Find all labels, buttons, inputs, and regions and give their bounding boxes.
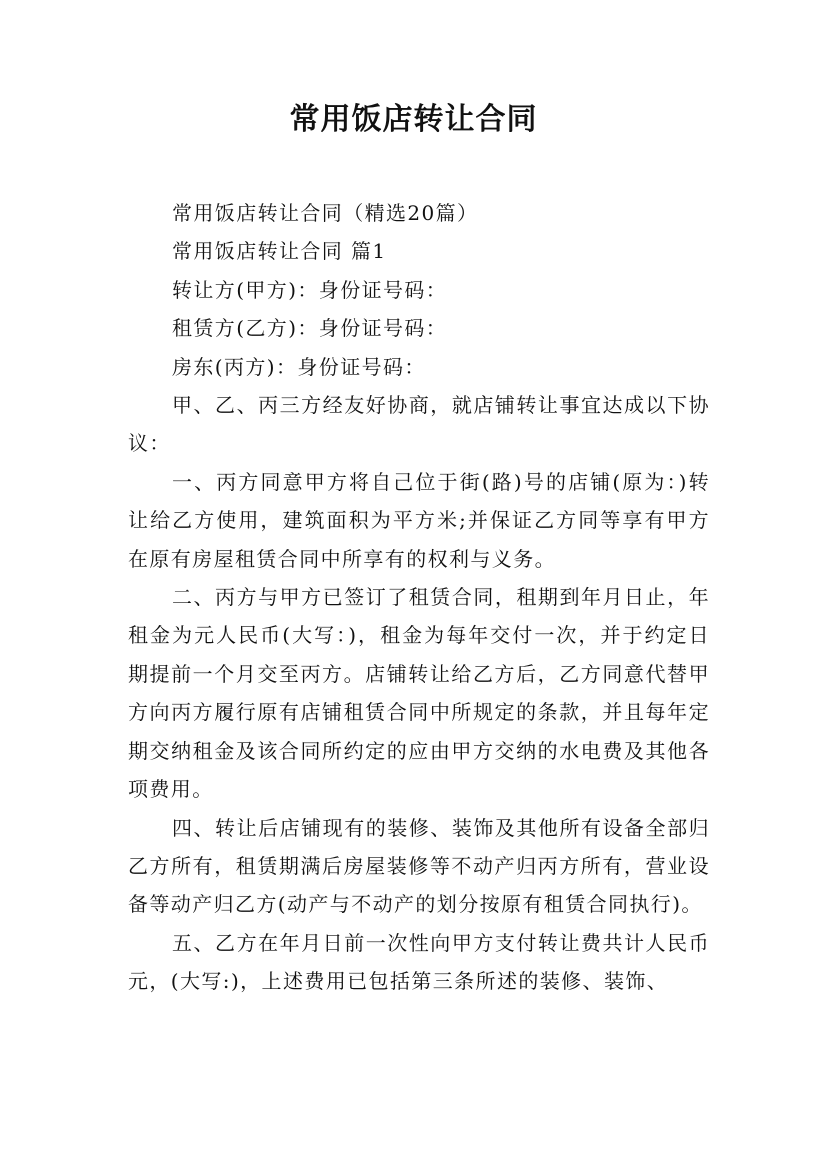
paragraph-party-a: 转让方(甲方)：身份证号码：	[172, 277, 448, 302]
document-body	[128, 194, 710, 1001]
paragraph-party-c: 房东(丙方)：身份证号码：	[172, 354, 426, 379]
paragraph-agreement-intro: 甲、乙、丙三方经友好协商，就店铺转让事宜达成以下协议：	[128, 393, 710, 456]
paragraph-clause-2: 二、丙方与甲方已签订了租赁合同，租期到年月日止，年租金为元人民币(大写：)，租金为每年交付一次，并于约定日期提前一个月交至丙方。店铺转让给乙方后，乙方同意代替甲方向丙方履行原有店铺租赁合同中所规定的条款，并且每年定期交纳租金及该合同所约定的应由甲方交纳的水电费及其他各项费用。	[128, 585, 710, 802]
paragraph-clause-4: 四、转让后店铺现有的装修、装饰及其他所有设备全部归乙方所有，租赁期满后房屋装修等不动产归丙方所有，营业设备等动产归乙方(动产与不动产的划分按原有租赁合同执行)。	[128, 815, 710, 917]
paragraph-heading: 常用饭店转让合同（精选20篇）	[172, 201, 479, 225]
paragraph-section-title: 常用饭店转让合同 篇1	[172, 239, 387, 264]
paragraph-clause-5: 五、乙方在年月日前一次性向甲方支付转让费共计人民币元，(大写:)，上述费用已包括第三条所述的装修、装饰、	[128, 930, 710, 994]
paragraph-party-b: 租赁方(乙方)：身份证号码：	[172, 316, 448, 341]
document-title: 常用饭店转让合同	[289, 102, 538, 137]
paragraph-clause-1: 一、丙方同意甲方将自己位于街(路)号的店铺(原为：)转让给乙方使用，建筑面积为平方米;并保证乙方同等享有甲方在原有房屋租赁合同中所享有的权利与义务。	[128, 469, 710, 571]
